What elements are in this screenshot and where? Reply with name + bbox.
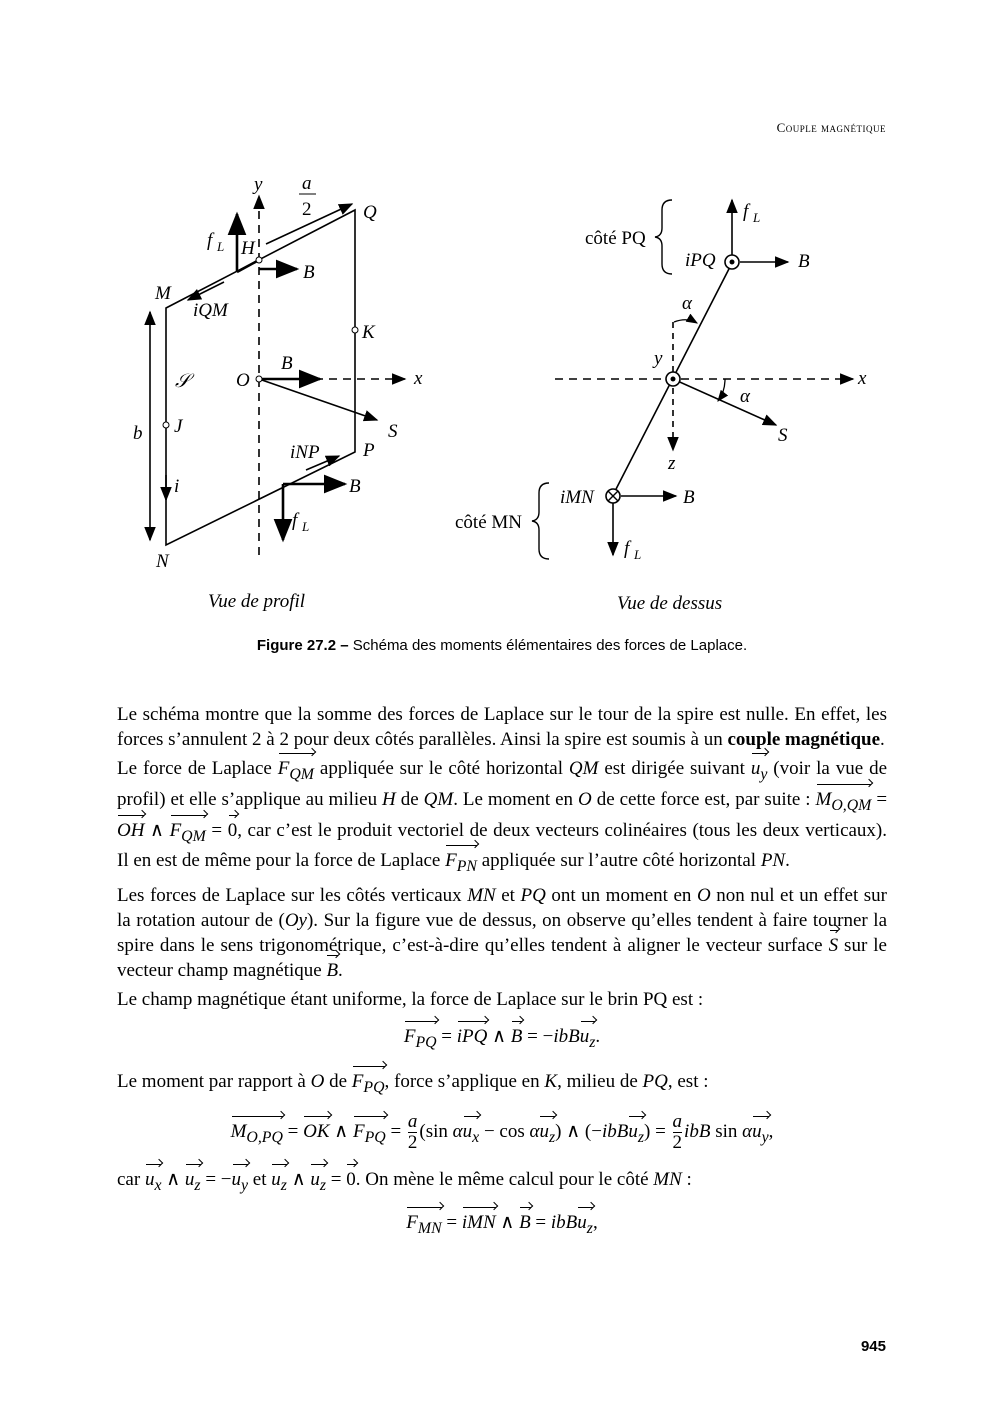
label-P: P bbox=[363, 440, 375, 461]
vec-S: S bbox=[828, 935, 839, 957]
vec-u-y: $u_y$ bbox=[751, 756, 768, 787]
label-B-mid: B bbox=[281, 353, 293, 374]
figure-caption-text: Schéma des moments élémentaires des forces de Laplace. bbox=[352, 637, 748, 654]
p1-bold: couple magnétique bbox=[727, 729, 881, 750]
equation-1: $F_{PQ}$ = iPQ ∧ B = −ibBu$_z$. bbox=[117, 1024, 887, 1055]
vec-B: B bbox=[326, 960, 339, 982]
label-x: x bbox=[414, 368, 423, 389]
body-text bbox=[117, 702, 887, 1254]
label-alpha-right: α bbox=[740, 386, 750, 407]
label-fL-bot-right: f bbox=[624, 538, 630, 559]
label-H: H bbox=[241, 238, 255, 259]
p1-end: . bbox=[880, 729, 885, 750]
label-a: a bbox=[302, 173, 312, 194]
label-alpha-top: α bbox=[682, 293, 692, 314]
label-iNP: iNP bbox=[290, 442, 320, 463]
label-cote-MN: côté MN bbox=[455, 512, 523, 533]
label-B-bot: B bbox=[349, 476, 361, 497]
figure-caption-label: Figure 27.2 bbox=[256, 637, 337, 654]
vec-OH: OH bbox=[117, 819, 145, 841]
label-B-top: B bbox=[303, 262, 315, 283]
label-iMN: iMN bbox=[560, 487, 594, 508]
figure-svg bbox=[0, 160, 1004, 630]
paragraph-1 bbox=[117, 702, 887, 752]
label-Q: Q bbox=[363, 202, 377, 223]
label-fL-bot-right-sub: L bbox=[634, 547, 642, 562]
top-view-diagram bbox=[455, 200, 867, 614]
label-K: K bbox=[362, 322, 375, 343]
label-iPQ: iPQ bbox=[685, 250, 716, 271]
figure-caption-dash: – bbox=[340, 637, 349, 654]
label-x-right: x bbox=[858, 368, 867, 389]
label-J: J bbox=[174, 416, 183, 437]
equation-3: $F_{MN}$ = iMN ∧ B = ibBu$_z$, bbox=[117, 1210, 887, 1241]
paragraph-5: Le moment par rapport à O de $F_{PQ}$, force s’applique en K, milieu de PQ, est : bbox=[117, 1069, 887, 1100]
label-two: 2 bbox=[302, 199, 312, 220]
vec-M-OQM: $M_{O,QM}$ bbox=[816, 787, 872, 818]
paragraph-4: Le champ magnétique étant uniforme, la force de Laplace sur le brin PQ est : bbox=[117, 989, 704, 1011]
running-header: Couple magnétique bbox=[776, 120, 886, 135]
label-surface-script: 𝒮 bbox=[175, 371, 190, 392]
figure-caption bbox=[0, 637, 1004, 654]
equation-2: $M_{O,PQ}$ = OK ∧ $F_{PQ}$ = $\frac{a}{2}$ (sin $\alpha u_x - \cos \alpha u_z$) ∧ (−ibBu$_z$) = $\frac{a}{2}$ ibB $\sin \alpha u_y$, bbox=[230, 1110, 774, 1153]
vec-zero: 0 bbox=[227, 819, 238, 841]
label-i: i bbox=[174, 476, 180, 497]
paragraph-6: car $u_x$ ∧ $u_z = -u_y$ et $u_z$ ∧ $u_z = 0$. On mène le même calcul pour le côté MN : bbox=[117, 1167, 887, 1198]
figure-27-2 bbox=[0, 160, 1004, 630]
label-S: S bbox=[388, 421, 398, 442]
label-O: O bbox=[236, 370, 250, 391]
label-z: z bbox=[668, 453, 676, 474]
label-M: M bbox=[155, 283, 171, 304]
label-fL-top: f bbox=[207, 230, 213, 251]
label-fL-top-right-sub: L bbox=[753, 210, 761, 225]
paragraph-2: Le force de Laplace $F_{QM}$ appliquée sur le côté horizontal QM est dirigée suivant $u_y$ (voir la vue de profil) et elle s’applique au milieu H de QM. Le moment en O de cette force est, par suite : $M_{O,QM}$ = OH ∧ $F_{QM} = 0$, car c’est le produit vectoriel de deux vecteurs colinéaires (tous les deux verticaux). Il en est de même pour la force de Laplace $F_{PN}$ appliquée sur l’autre côté horizontal PN. bbox=[117, 756, 887, 879]
profile-view-caption: Vue de profil bbox=[208, 591, 306, 612]
label-N: N bbox=[156, 551, 169, 572]
label-fL-top-sub: L bbox=[217, 239, 225, 254]
vec-F-QM: $F_{QM}$ bbox=[278, 756, 314, 787]
label-cote-PQ: côté PQ bbox=[585, 228, 646, 249]
label-b: b bbox=[133, 423, 143, 444]
label-fL-bot: f bbox=[292, 510, 298, 531]
label-y: y bbox=[254, 174, 263, 195]
label-iQM: iQM bbox=[193, 300, 228, 321]
top-view-caption: Vue de dessus bbox=[617, 593, 723, 614]
paragraph-3: Les forces de Laplace sur les côtés verticaux MN et PQ ont un moment en O non nul et un effet sur la rotation autour de (Oy). Sur la figure vue de dessus, on observe qu’elles tendent à faire tourner la spire dans le sens trigonométrique, c’est-à-dire qu’elles tendent à aligner le vecteur surface S sur le vecteur champ magnétique B. bbox=[117, 885, 888, 982]
label-B-top-right: B bbox=[798, 251, 810, 272]
profile-view-diagram bbox=[133, 173, 423, 612]
label-fL-top-right: f bbox=[743, 201, 749, 222]
p1-text: Le schéma montre que la somme des forces de Laplace sur le tour de la spire est nulle. En effet, les forces s’annulent 2 à 2 pour deux côtés parallèles. Ainsi la spire est soumis à un bbox=[117, 704, 887, 750]
page-number: 945 bbox=[860, 1338, 886, 1355]
vec-F-PN: $F_{PN}$ bbox=[445, 848, 477, 879]
label-fL-bot-sub: L bbox=[302, 519, 310, 534]
label-y-right: y bbox=[654, 348, 663, 369]
label-S-right: S bbox=[778, 425, 788, 446]
label-B-bot-right: B bbox=[683, 487, 695, 508]
